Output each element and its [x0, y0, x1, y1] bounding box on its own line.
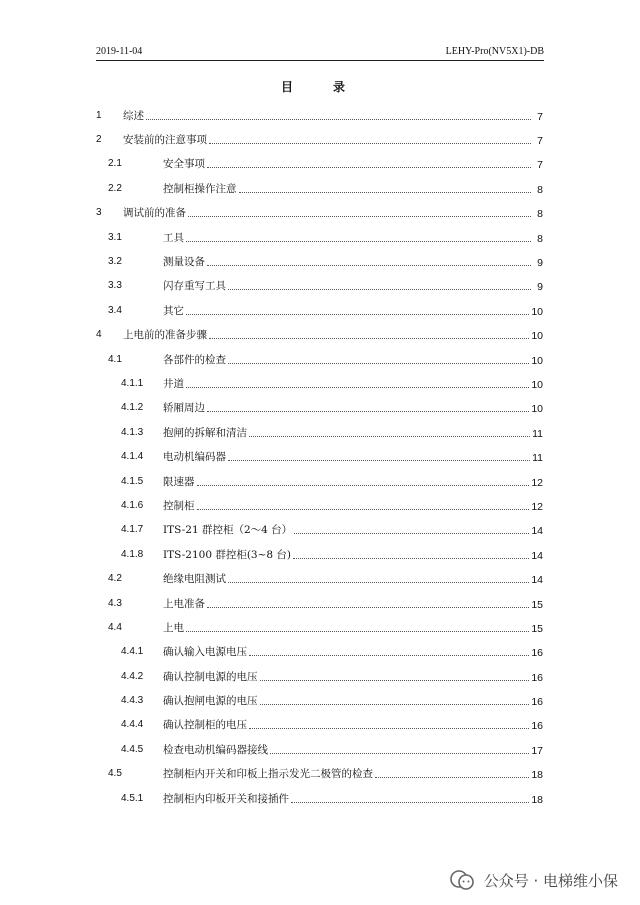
toc-entry-label: 确认控制电源的电压	[163, 670, 258, 683]
toc-entry[interactable]	[96, 201, 543, 225]
toc-entry-page: 10	[531, 354, 543, 367]
toc-entry-body	[163, 352, 543, 367]
toc-entry[interactable]	[96, 762, 543, 786]
toc-entry[interactable]	[96, 127, 543, 151]
toc-entry[interactable]	[96, 469, 543, 493]
toc-entry-label: 绝缘电阻测试	[163, 573, 226, 586]
toc-entry-page: 15	[531, 622, 543, 635]
toc-entry-label: 电动机编码器	[163, 451, 226, 464]
toc-entry[interactable]	[96, 249, 543, 273]
toc-entry[interactable]	[96, 640, 543, 664]
toc-entry-body	[163, 547, 543, 562]
toc-entry-label: 确认抱闸电源的电压	[163, 695, 258, 708]
toc-dot-leader	[207, 606, 529, 608]
toc-entry-number: 4.1	[108, 353, 122, 365]
toc-dot-leader	[294, 532, 529, 534]
toc-dot-leader	[186, 240, 531, 242]
toc-entry-number: 4.4.2	[121, 670, 144, 682]
toc-entry-number: 4.4.4	[121, 719, 144, 731]
toc-entry-body	[163, 791, 543, 806]
page-header	[96, 46, 544, 57]
toc-entry-body	[163, 376, 543, 391]
toc-entry-number: 4.1.6	[121, 499, 144, 511]
toc-entry-page: 14	[531, 525, 543, 538]
toc-dot-leader	[260, 679, 530, 681]
toc-entry-body	[123, 327, 543, 342]
toc-entry-page: 9	[537, 257, 543, 270]
toc-entry[interactable]	[96, 152, 543, 176]
toc-entry-number: 4.1.4	[121, 451, 144, 463]
toc-entry-number: 4.1.7	[121, 524, 144, 536]
toc-entry[interactable]	[96, 420, 543, 444]
watermark-text: 公众号 · 电梯维小保	[483, 871, 618, 890]
toc-entry-page: 15	[531, 598, 543, 611]
toc-entry-label: 调试前的准备	[123, 207, 186, 220]
toc-entry-label: 上电准备	[163, 597, 205, 610]
toc-dot-leader	[186, 630, 529, 632]
toc-entry-number: 2.1	[108, 158, 122, 170]
toc-entry-label: 抱闸的拆解和清洁	[163, 426, 247, 439]
toc-entry-body	[123, 205, 543, 220]
toc-entry-body	[163, 620, 543, 635]
toc-entry-number: 4.1.5	[121, 475, 144, 487]
toc-entry-number: 3	[96, 207, 102, 219]
toc-entry[interactable]	[96, 323, 543, 347]
table-of-contents	[96, 103, 543, 810]
toc-dot-leader	[207, 264, 531, 266]
toc-entry-number: 4.5.1	[121, 792, 144, 804]
toc-entry-label: 确认控制柜的电压	[163, 719, 247, 732]
toc-entry-label: 其它	[163, 304, 184, 317]
toc-entry-label: 工具	[163, 231, 184, 244]
toc-entry-label: 上电前的准备步骤	[123, 329, 207, 342]
toc-entry-label: 限速器	[163, 475, 195, 488]
watermark	[448, 869, 618, 891]
toc-entry-body	[163, 303, 543, 318]
toc-entry-label: 闪存重写工具	[163, 280, 226, 293]
toc-entry-label: ITS-21 群控柜（2～4 台）	[163, 524, 293, 537]
toc-entry-label: 控制柜内印板开关和接插件	[163, 792, 289, 805]
toc-entry-body	[163, 669, 543, 684]
toc-entry[interactable]	[96, 542, 543, 566]
toc-entry-page: 17	[531, 744, 543, 757]
toc-entry-number: 4.4.5	[121, 743, 144, 755]
toc-entry-number: 4.1.8	[121, 548, 144, 560]
toc-entry-number: 3.1	[108, 231, 122, 243]
toc-entry-number: 4.3	[108, 597, 122, 609]
toc-dot-leader	[209, 337, 529, 339]
toc-entry-number: 3.4	[108, 304, 122, 316]
toc-entry-page: 10	[531, 305, 543, 318]
toc-entry-label: 综述	[123, 109, 144, 122]
toc-entry-page: 10	[531, 330, 543, 343]
toc-entry[interactable]	[96, 274, 543, 298]
toc-entry-body	[163, 254, 543, 269]
toc-entry-label: 安全事项	[163, 158, 205, 171]
toc-entry-body	[163, 425, 543, 440]
wechat-official-account-icon	[448, 869, 476, 891]
toc-entry[interactable]	[96, 688, 543, 712]
toc-entry-page: 12	[531, 476, 543, 489]
toc-entry-number: 4.1.1	[121, 377, 144, 389]
toc-dot-leader	[293, 557, 529, 559]
toc-dot-leader	[291, 801, 529, 803]
toc-dot-leader	[228, 581, 529, 583]
toc-dot-leader	[197, 484, 530, 486]
toc-entry-page: 10	[531, 403, 543, 416]
toc-entry-number: 4.4.3	[121, 695, 144, 707]
toc-entry-label: 上电	[163, 621, 184, 634]
toc-entry-number: 2	[96, 134, 102, 146]
toc-entry-page: 7	[537, 135, 543, 148]
toc-entry-number: 4.2	[108, 573, 122, 585]
toc-entry-page: 14	[531, 549, 543, 562]
toc-entry[interactable]	[96, 493, 543, 517]
toc-entry-page: 18	[531, 769, 543, 782]
toc-entry-label: 安装前的注意事项	[123, 134, 207, 147]
toc-dot-leader	[209, 142, 531, 144]
header-doc-code: LEHY-Pro(NV5X1)-DB	[445, 46, 544, 57]
toc-entry-label: 控制柜	[163, 499, 195, 512]
toc-dot-leader	[239, 191, 532, 193]
toc-entry-body	[163, 400, 543, 415]
toc-entry-number: 4.4.1	[121, 646, 144, 658]
toc-entry[interactable]	[96, 444, 543, 468]
toc-dot-leader	[375, 776, 529, 778]
toc-entry[interactable]	[96, 396, 543, 420]
toc-entry-body	[163, 522, 543, 537]
toc-entry-label: 井道	[163, 377, 184, 390]
header-divider	[96, 60, 544, 61]
toc-entry-page: 16	[531, 647, 543, 660]
toc-entry-page: 11	[532, 427, 543, 440]
toc-entry-body	[163, 693, 543, 708]
toc-entry-number: 1	[96, 109, 102, 121]
toc-entry-label: 轿厢周边	[163, 402, 205, 415]
toc-title: 目 录	[280, 80, 359, 94]
toc-entry-page: 8	[537, 183, 543, 196]
toc-dot-leader	[249, 435, 530, 437]
toc-entry-page: 9	[537, 281, 543, 294]
toc-entry[interactable]	[96, 566, 543, 590]
toc-entry-page: 16	[531, 671, 543, 684]
toc-dot-leader	[228, 459, 530, 461]
toc-dot-leader	[188, 215, 531, 217]
toc-dot-leader	[228, 288, 531, 290]
toc-entry-label: 检查电动机编码器接线	[163, 743, 268, 756]
toc-entry-body	[163, 278, 543, 293]
toc-entry[interactable]	[96, 713, 543, 737]
toc-entry-body	[163, 449, 543, 464]
toc-entry-number: 4.5	[108, 768, 122, 780]
toc-entry[interactable]	[96, 347, 543, 371]
toc-entry-page: 8	[537, 232, 543, 245]
toc-dot-leader	[186, 386, 529, 388]
toc-entry-body	[163, 230, 543, 245]
toc-entry-label: 控制柜内开关和印板上指示发光二极管的检查	[163, 768, 373, 781]
toc-entry-body	[163, 717, 543, 732]
toc-entry[interactable]	[96, 737, 543, 761]
toc-entry-body	[123, 108, 543, 123]
toc-entry-body	[163, 181, 543, 196]
toc-entry-number: 4	[96, 329, 102, 341]
toc-entry[interactable]	[96, 518, 543, 542]
toc-entry[interactable]	[96, 225, 543, 249]
toc-dot-leader	[207, 410, 529, 412]
toc-entry[interactable]	[96, 664, 543, 688]
toc-entry-number: 2.2	[108, 182, 122, 194]
toc-entry-label: ITS-2100 群控柜(3~8 台)	[163, 548, 292, 561]
toc-entry-page: 16	[531, 720, 543, 733]
toc-entry-body	[163, 742, 543, 757]
toc-entry[interactable]	[96, 615, 543, 639]
toc-dot-leader	[186, 313, 529, 315]
toc-entry-body	[163, 596, 543, 611]
toc-entry[interactable]	[96, 103, 543, 127]
toc-entry-label: 确认输入电源电压	[163, 646, 247, 659]
toc-dot-leader	[260, 703, 530, 705]
toc-entry-body	[163, 571, 543, 586]
toc-dot-leader	[207, 166, 531, 168]
toc-entry[interactable]	[96, 371, 543, 395]
toc-entry[interactable]	[96, 591, 543, 615]
toc-dot-leader	[146, 118, 531, 120]
toc-entry-body	[123, 132, 543, 147]
toc-entry-number: 4.4	[108, 621, 122, 633]
toc-entry-page: 10	[531, 378, 543, 391]
toc-entry-page: 12	[531, 500, 543, 513]
toc-entry-body	[163, 474, 543, 489]
toc-dot-leader	[270, 752, 529, 754]
toc-entry-label: 测量设备	[163, 256, 205, 269]
toc-entry-page: 8	[537, 208, 543, 221]
toc-dot-leader	[249, 654, 529, 656]
toc-entry-body	[163, 498, 543, 513]
toc-dot-leader	[228, 362, 529, 364]
toc-entry[interactable]	[96, 786, 543, 810]
toc-entry-number: 4.1.3	[121, 426, 144, 438]
toc-entry-page: 11	[532, 452, 543, 465]
toc-entry-page: 7	[537, 159, 543, 172]
toc-entry-label: 控制柜操作注意	[163, 182, 237, 195]
toc-dot-leader	[197, 508, 530, 510]
toc-entry-number: 4.1.2	[121, 402, 144, 414]
toc-entry-number: 3.3	[108, 280, 122, 292]
toc-entry-page: 18	[531, 793, 543, 806]
header-date: 2019-11-04	[96, 46, 143, 57]
toc-entry[interactable]	[96, 176, 543, 200]
toc-entry-number: 3.2	[108, 256, 122, 268]
toc-entry-label: 各部件的检查	[163, 353, 226, 366]
toc-entry-body	[163, 156, 543, 171]
toc-entry-body	[163, 766, 543, 781]
toc-entry-page: 7	[537, 110, 543, 123]
toc-entry-page: 14	[531, 574, 543, 587]
toc-entry[interactable]	[96, 298, 543, 322]
toc-entry-body	[163, 644, 543, 659]
toc-dot-leader	[249, 727, 529, 729]
toc-entry-page: 16	[531, 696, 543, 709]
